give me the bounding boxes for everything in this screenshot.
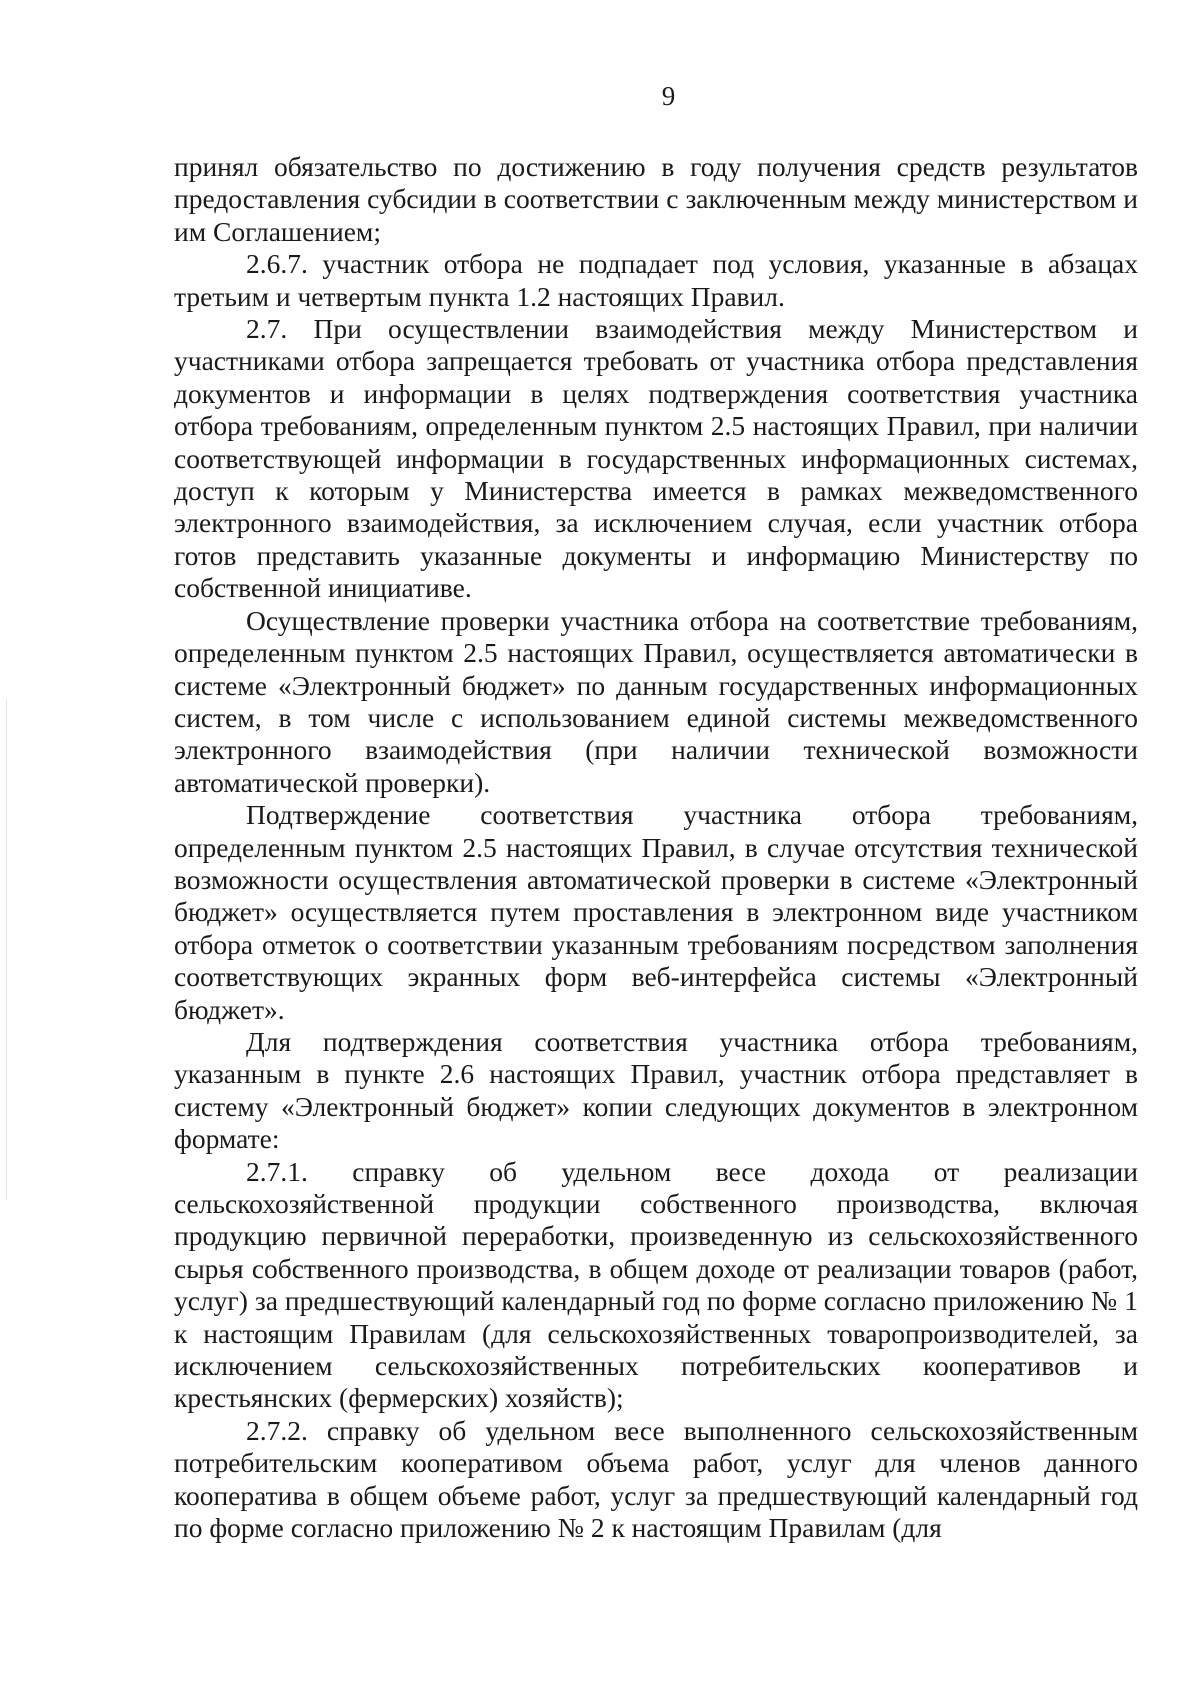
paragraph-2-7-2: 2.7.2. справку об удельном весе выполненного сельскохозяйственным потребительским кооперативом объема работ, услуг для членов данного кооператива в общем объеме работ, услуг за предшествующий календарный год по форме согласно приложению № 2 к настоящим Правилам (для — [174, 1414, 1138, 1544]
page-number: 9 — [661, 81, 676, 111]
paragraph-verification: Осуществление проверки участника отбора на соответствие требованиям, определенным пунктом 2.5 настоящих Правил, осуществляется автоматически в системе «Электронный бюджет» по данным государственных информационных систем, в том числе с использованием единой системы межведомственного электронного взаимодействия (при наличии технической возможности автоматической проверки). — [174, 604, 1138, 798]
paragraph-documents-intro: Для подтверждения соответствия участника отбора требованиям, указанным в пункте 2.6 настоящих Правил, участник отбора представляет в систему «Электронный бюджет» копии следующих документов в электронном формате: — [174, 1025, 1138, 1155]
paragraph-2-7-1: 2.7.1. справку об удельном весе дохода от реализации сельскохозяйственной продукции собственного производства, включая продукцию первичной переработки, произведенную из сельскохозяйственного сырья собственного производства, в общем доходе от реализации товаров (работ, услуг) за предшествующий календарный год по форме согласно приложению № 1 к настоящим Правилам (для сельскохозяйственных товаропроизводителей, за исключением сельскохозяйственных потребительских кооперативов и крестьянских (фермерских) хозяйств); — [174, 1155, 1138, 1414]
scan-edge-line — [6, 700, 7, 1200]
paragraph-continuation: принял обязательство по достижению в году получения средств результатов предоставления субсидии в соответствии с заключенным между министерством и им Соглашением; — [174, 151, 1138, 247]
paragraph-2-7: 2.7. При осуществлении взаимодействия между Министерством и участниками отбора запрещается требовать от участника отбора представления документов и информации в целях подтверждения соответствия участника отбора требованиям, определенным пунктом 2.5 настоящих Правил, при наличии соответствующей информации в государственных информационных системах, доступ к которым у Министерства имеется в рамках межведомственного электронного взаимодействия, за исключением случая, если участник отбора готов представить указанные документы и информацию Министерству по собственной инициативе. — [174, 313, 1138, 604]
paragraph-2-6-7: 2.6.7. участник отбора не подпадает под условия, указанные в абзацах третьим и четвертым пункта 1.2 настоящих Правил. — [174, 248, 1138, 312]
document-body — [174, 151, 1138, 1544]
paragraph-confirmation: Подтверждение соответствия участника отбора требованиям, определенным пунктом 2.5 настоящих Правил, в случае отсутствия технической возможности осуществления автоматической проверки в системе «Электронный бюджет» осуществляется путем проставления в электронном виде участником отбора отметок о соответствии указанным требованиям посредством заполнения соответствующих экранных форм веб-интерфейса системы «Электронный бюджет». — [174, 799, 1138, 1025]
